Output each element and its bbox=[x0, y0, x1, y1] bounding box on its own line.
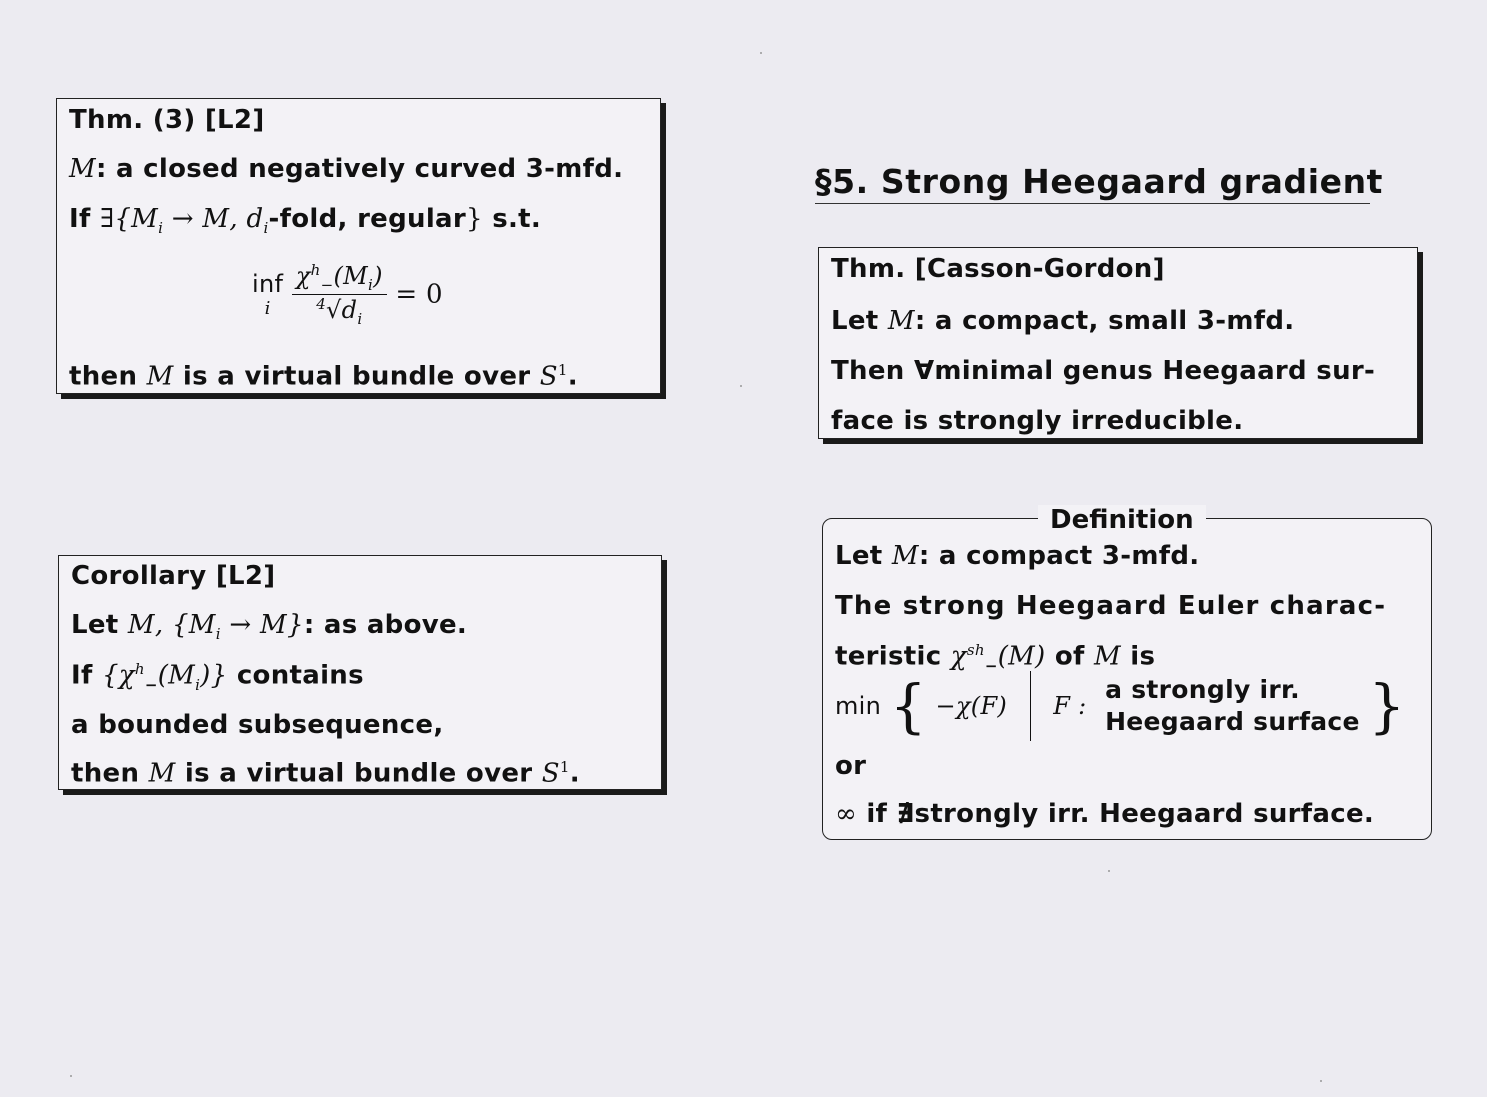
theorem-3-sub: i bbox=[158, 219, 164, 238]
theorem-3-cover-math2: → M, d bbox=[163, 204, 264, 234]
casson-gordon-title: Thm. [Casson-Gordon] bbox=[831, 254, 1165, 284]
scan-speck bbox=[70, 1075, 72, 1077]
section-title: §5. Strong Heegaard gradient bbox=[815, 162, 1370, 204]
definition-or: or bbox=[835, 751, 867, 781]
set-divider bbox=[1030, 671, 1031, 741]
scan-speck bbox=[1108, 870, 1110, 872]
theorem-3-box bbox=[56, 98, 661, 394]
corollary-line-3: a bounded subsequence, bbox=[71, 710, 444, 740]
definition-line-2: The strong Heegaard Euler charac- bbox=[835, 591, 1387, 621]
definition-line-3: teristic $\chi^{sh}_-(M)$ of M is bbox=[835, 641, 1156, 675]
theorem-3-hypothesis bbox=[69, 154, 652, 184]
theorem-3-text: : a closed negatively curved 3-mfd. bbox=[95, 154, 624, 184]
set-condition: a strongly irr. Heegaard surface bbox=[1105, 675, 1360, 736]
definition-label: Definition bbox=[1038, 505, 1206, 535]
inf-subscript: i bbox=[264, 297, 271, 319]
corollary-line-2: If $\{\chi^h_-(M_i)\}$ contains bbox=[71, 660, 364, 694]
casson-gordon-line-1: Let M: a compact, small 3-mfd. bbox=[831, 306, 1295, 336]
inf-operator: inf bbox=[252, 269, 284, 298]
theorem-3-st: s.t. bbox=[482, 204, 542, 234]
corollary-title: Corollary [L2] bbox=[71, 561, 276, 591]
theorem-3-formula bbox=[252, 261, 652, 328]
scan-speck bbox=[1320, 1080, 1322, 1082]
corollary-box bbox=[58, 555, 662, 790]
theorem-3-fold: -fold, regular bbox=[268, 204, 467, 234]
min-operator: min bbox=[835, 692, 882, 720]
theorem-3-if: If bbox=[69, 204, 100, 234]
formula-equals: = 0 bbox=[395, 279, 443, 310]
casson-gordon-box bbox=[818, 247, 1418, 439]
casson-gordon-line-3: face is strongly irreducible. bbox=[831, 406, 1244, 436]
formula-fraction bbox=[292, 261, 387, 328]
casson-gordon-line-2: Then ∀minimal genus Heegaard sur- bbox=[831, 356, 1376, 386]
theorem-3-conclusion: then M is a virtual bundle over $S^1$. bbox=[69, 361, 578, 392]
theorem-3-condition bbox=[69, 204, 652, 237]
corollary-line-4: then M is a virtual bundle over $S^1$. bbox=[71, 758, 580, 789]
fraction-denominator: $^4√d_i$ bbox=[316, 294, 363, 328]
set-variable: F : bbox=[1053, 692, 1087, 720]
theorem-3-brace: } bbox=[466, 204, 483, 234]
corollary-line-1: Let M, $\{M_i \to M\}$: as above. bbox=[71, 610, 468, 644]
definition-line-1: Let M: a compact 3-mfd. bbox=[835, 541, 1200, 571]
set-element: −χ(F) bbox=[935, 692, 1008, 720]
scan-speck bbox=[760, 52, 762, 54]
theorem-3-cover-math: ∃{M bbox=[99, 204, 159, 234]
theorem-3-math: M bbox=[69, 154, 96, 184]
definition-last-line: ∞ if ∄strongly irr. Heegaard surface. bbox=[835, 799, 1375, 829]
right-brace: } bbox=[1368, 672, 1406, 740]
fraction-numerator: $\chi^h_-(M_i)$ bbox=[292, 261, 387, 295]
scan-speck bbox=[740, 385, 742, 387]
theorem-3-sub2: i bbox=[263, 219, 269, 238]
definition-box bbox=[822, 505, 1432, 840]
theorem-3-title: Thm. (3) [L2] bbox=[69, 105, 265, 135]
definition-min-formula bbox=[835, 671, 1423, 751]
left-brace: { bbox=[889, 672, 927, 740]
